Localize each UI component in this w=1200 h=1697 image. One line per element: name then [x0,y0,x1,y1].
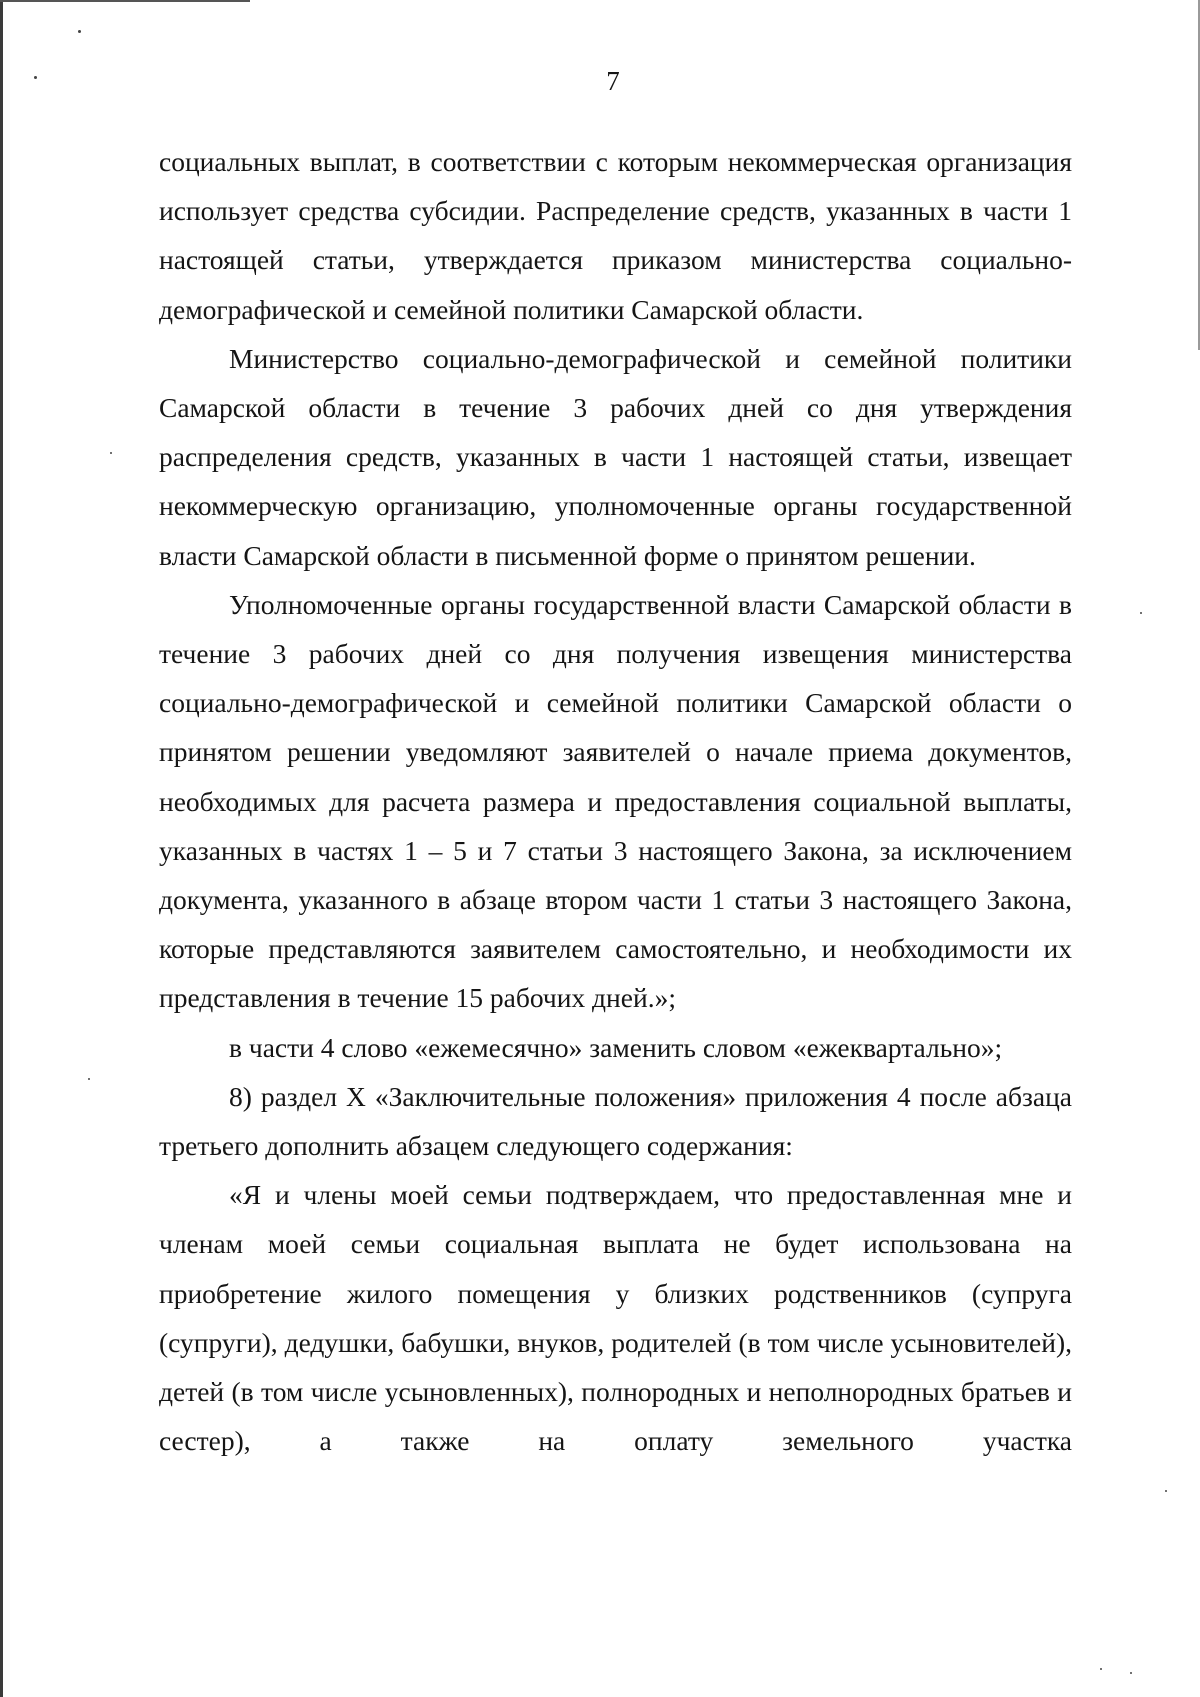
scan-edge-top [0,0,250,2]
scan-edge-left [0,0,3,1697]
paragraph-declaration-quote: «Я и члены моей семьи подтверждаем, что предоставленная мне и членам моей семьи социальная выплата не будет использована на приобретение жилого помещения у близких родственников (супруга (супруги), дедушки, бабушки, внуков, родителей (в том числе усыновителей), детей (в том числе усыновленных), полнородных и неполнородных братьев и сестер), а также на оплату земельного участка [159,1179,1072,1457]
scan-speck [88,1078,90,1080]
scan-speck [1130,1672,1132,1674]
paragraph-ministry-notice: Министерство социально-демографической и семейной политики Самарской области в течение 3 рабочих дней со дня утверждения распределения средств, указанных в части 1 настоящей статьи, извещает некоммерческую организацию, уполномоченные органы государственной власти Самарской области в письменной форме о принятом решении. [159,342,1072,571]
page-number: 7 [606,66,620,96]
paragraph-amendment-section-x: 8) раздел X «Заключительные положения» приложения 4 после абзаца третьего дополнить абзацем следующего содержания: [159,1080,1072,1162]
paragraph-authorities-notice: Уполномоченные органы государственной власти Самарской области в течение 3 рабочих дней со дня получения извещения министерства социально-демографической и семейной политики Самарской области о принятом решении уведомляют заявителей о начале приема документов, необходимых для расчета размера и предоставления социальной выплаты, указанных в частях 1 – 5 и 7 статьи 3 настоящего Закона, за исключением документа, указанного в абзаце втором части 1 статьи 3 настоящего Закона, которые представляются заявителем самостоятельно, и необходимости их представления в течение 15 рабочих дней.»; [159,588,1072,1014]
document-body [159,137,1072,1465]
scan-speck [1100,1668,1102,1670]
scan-speck [78,30,81,33]
scan-speck [1140,612,1142,614]
scan-speck [110,452,112,454]
scan-speck [1165,1490,1167,1492]
paragraph-continuation: социальных выплат, в соответствии с которым некоммерческая организация использует средства субсидии. Распределение средств, указанных в части 1 настоящей статьи, утверждается приказом министерства социально-демографической и семейной политики Самарской области. [159,146,1072,325]
paragraph-amendment-part-4: в части 4 слово «ежемесячно» заменить словом «ежеквартально»; [229,1031,1003,1063]
